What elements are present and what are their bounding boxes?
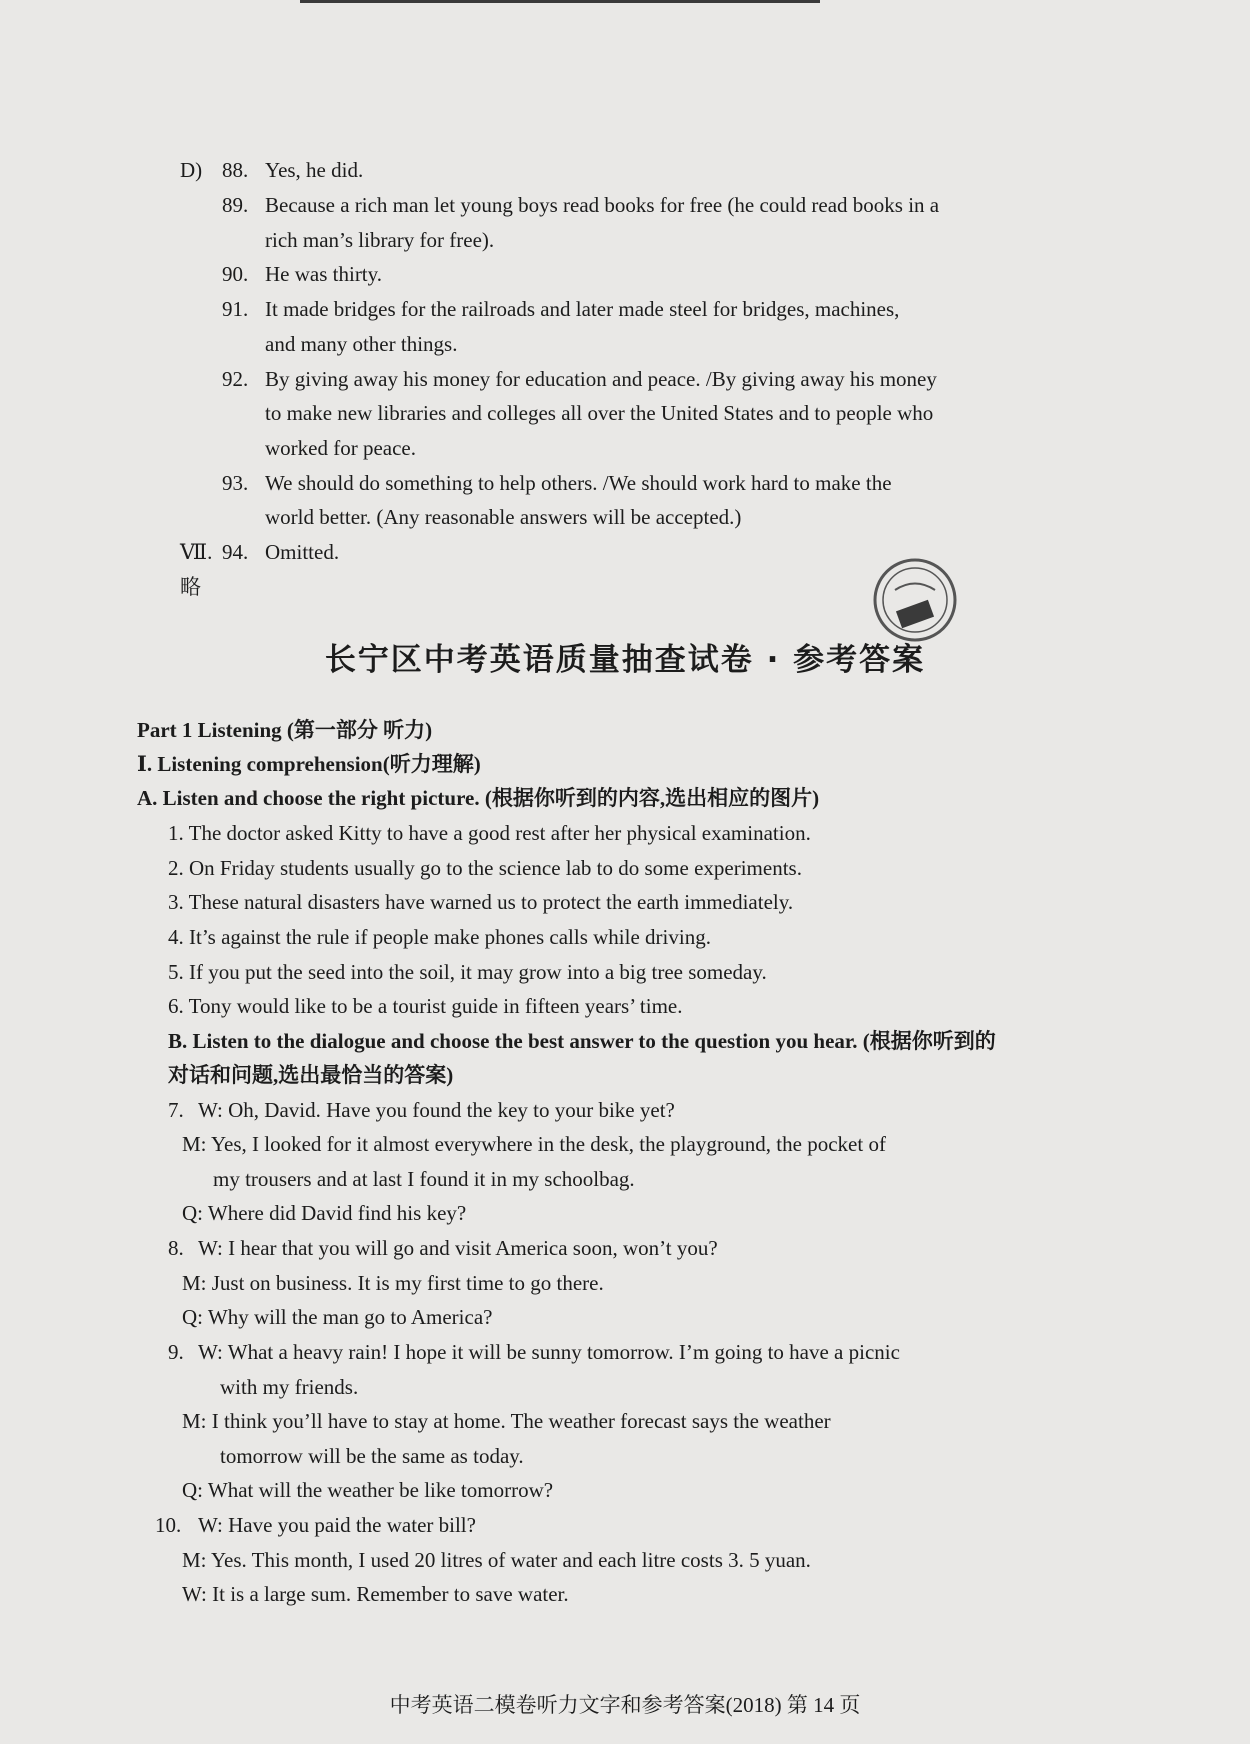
answer-93-line2: world better. (Any reasonable answers will be accepted.) [265, 505, 742, 529]
dialogue-10-w2: W: It is a large sum. Remember to save water. [182, 1582, 569, 1606]
dialogue-9-q: Q: What will the weather be like tomorrow? [182, 1478, 554, 1502]
stamp-logo-icon [870, 555, 960, 645]
dialogue-7-m-line2: my trousers and at last I found it in my schoolbag. [213, 1167, 635, 1191]
dialogue-7-w: W: Oh, David. Have you found the key to your bike yet? [198, 1098, 675, 1122]
answer-92-num: 92. [222, 367, 249, 391]
answer-94-chinese: 略 [180, 575, 201, 599]
answer-93-num: 93. [222, 471, 249, 495]
dialogue-8-q: Q: Why will the man go to America? [182, 1305, 493, 1329]
section-b-heading-line2: 对话和问题,选出最恰当的答案) [168, 1063, 454, 1087]
dialogue-9-m-line2: tomorrow will be the same as today. [220, 1444, 524, 1468]
dialogue-8-num: 8. [168, 1236, 184, 1260]
dialogue-10-w: W: Have you paid the water bill? [198, 1513, 476, 1537]
section-a-heading: A. Listen and choose the right picture. (根据你听到的内容,选出相应的图片) [137, 786, 820, 810]
section-b-heading-line1: B. Listen to the dialogue and choose the best answer to the question you hear. (根据你听到的 [168, 1029, 996, 1053]
dialogue-7-q: Q: Where did David find his key? [182, 1201, 467, 1225]
answer-90-num: 90. [222, 262, 249, 286]
section-1-heading: Ⅰ. Listening comprehension(听力理解) [137, 752, 481, 776]
dialogue-8-m: M: Just on business. It is my first time to go there. [182, 1271, 604, 1295]
answer-92-line2: to make new libraries and colleges all over the United States and to people who [265, 401, 934, 425]
answer-92-line1: By giving away his money for education and peace. /By giving away his money [265, 367, 937, 391]
answer-91-line2: and many other things. [265, 332, 458, 356]
item-a-5: 5. If you put the seed into the soil, it may grow into a big tree someday. [168, 960, 767, 984]
dialogue-10-m: M: Yes. This month, I used 20 litres of water and each litre costs 3. 5 yuan. [182, 1548, 811, 1572]
answer-92-line3: worked for peace. [265, 436, 416, 460]
answer-91-num: 91. [222, 297, 249, 321]
dialogue-9-num: 9. [168, 1340, 184, 1364]
dialogue-9-w-line1: W: What a heavy rain! I hope it will be sunny tomorrow. I’m going to have a picnic [198, 1340, 900, 1364]
dialogue-9-m-line1: M: I think you’ll have to stay at home. The weather forecast says the weather [182, 1409, 831, 1433]
section-d-label: D) [180, 158, 203, 182]
top-rule [300, 0, 820, 3]
dialogue-7-m-line1: M: Yes, I looked for it almost everywhere in the desk, the playground, the pocket of [182, 1132, 886, 1156]
answer-94-num: 94. [222, 540, 249, 564]
item-a-2: 2. On Friday students usually go to the science lab to do some experiments. [168, 856, 802, 880]
item-a-3: 3. These natural disasters have warned us to protect the earth immediately. [168, 890, 794, 914]
item-a-6: 6. Tony would like to be a tourist guide in fifteen years’ time. [168, 994, 683, 1018]
answer-88-num: 88. [222, 158, 249, 182]
answer-94-text: Omitted. [265, 540, 340, 564]
answer-93-line1: We should do something to help others. /We should work hard to make the [265, 471, 892, 495]
item-a-1: 1. The doctor asked Kitty to have a good rest after her physical examination. [168, 821, 811, 845]
dialogue-9-w-line2: with my friends. [220, 1375, 359, 1399]
dialogue-10-num: 10. [155, 1513, 182, 1537]
dialogue-8-w: W: I hear that you will go and visit America soon, won’t you? [198, 1236, 718, 1260]
answer-89-num: 89. [222, 193, 249, 217]
page-footer: 中考英语二模卷听力文字和参考答案(2018) 第 14 页 [389, 1693, 861, 1717]
answer-90-text: He was thirty. [265, 262, 383, 286]
answer-88-text: Yes, he did. [265, 158, 364, 182]
answer-89-line1: Because a rich man let young boys read books for free (he could read books in a [265, 193, 940, 217]
dialogue-7-num: 7. [168, 1098, 184, 1122]
answer-89-line2: rich man’s library for free). [265, 228, 495, 252]
item-a-4: 4. It’s against the rule if people make phones calls while driving. [168, 925, 711, 949]
page-title: 长宁区中考英语质量抽查试卷 · 参考答案 [324, 642, 926, 678]
part1-heading: Part 1 Listening (第一部分 听力) [137, 718, 433, 742]
section-7-label: Ⅶ. [180, 540, 213, 564]
answer-91-line1: It made bridges for the railroads and later made steel for bridges, machines, [265, 297, 900, 321]
